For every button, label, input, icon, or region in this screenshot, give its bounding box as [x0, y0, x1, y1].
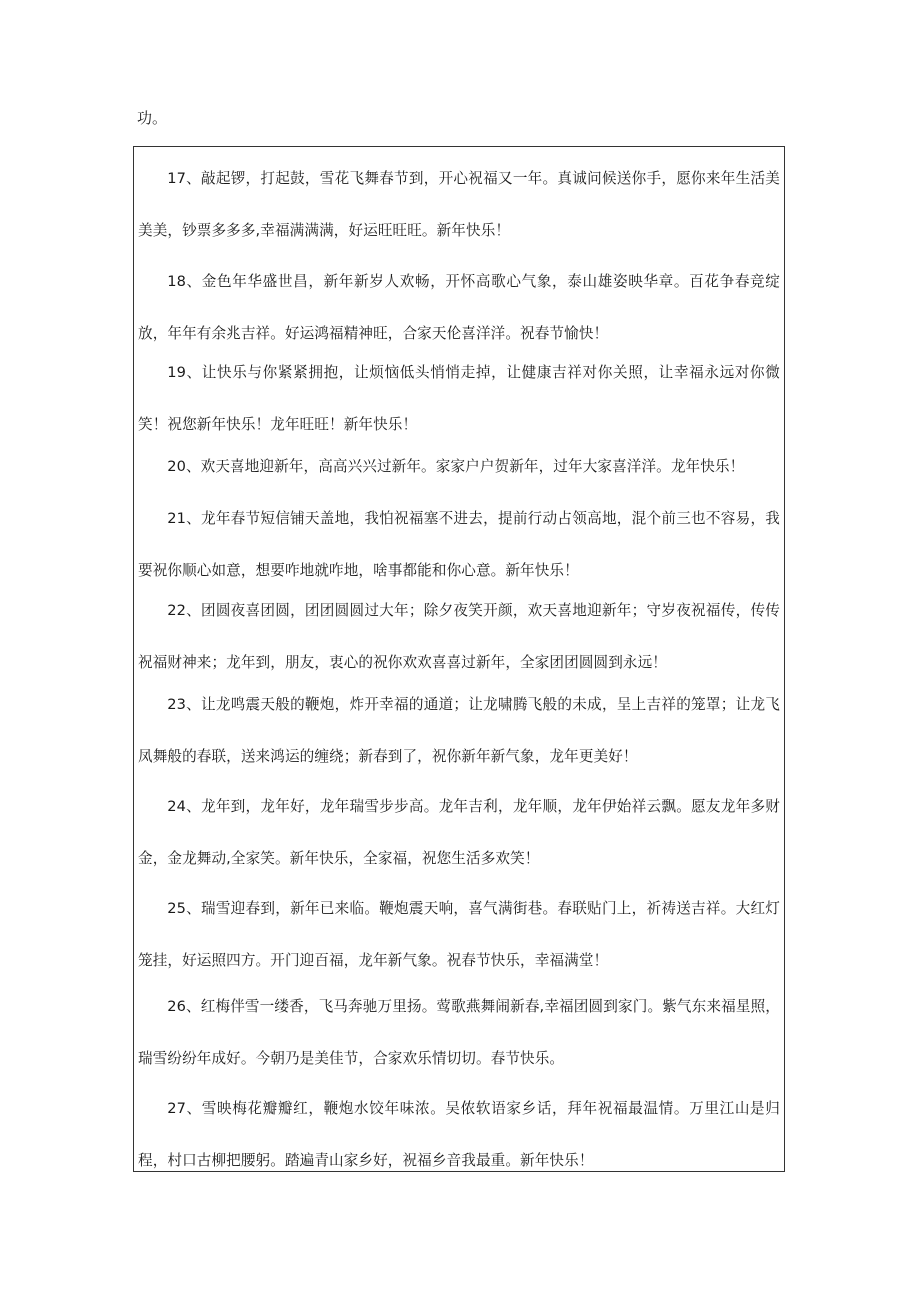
paragraph-25: 25、瑞雪迎春到，新年已来临。鞭炮震天响，喜气满街巷。春联贴门上，祈祷送吉祥。大红灯笼挂，好运照四方。开门迎百福，龙年新气象。祝春节快乐，幸福满堂！ [138, 900, 780, 969]
paragraph-19: 19、让快乐与你紧紧拥抱，让烦恼低头悄悄走掉，让健康吉祥对你关照，让幸福永远对你微笑！祝您新年快乐！龙年旺旺！新年快乐！ [138, 364, 780, 433]
paragraph-20: 20、欢天喜地迎新年，高高兴兴过新年。家家户户贺新年，过年大家喜洋洋。龙年快乐！ [167, 458, 745, 475]
paragraph-18: 18、金色年华盛世昌，新年新岁人欢畅，开怀高歌心气象，泰山雄姿映华章。百花争春竞绽放，年年有余兆吉祥。好运鸿福精神旺，合家天伦喜洋洋。祝春节愉快！ [138, 273, 780, 342]
paragraph-23: 23、让龙鸣震天般的鞭炮，炸开幸福的通道；让龙啸腾飞般的未成，呈上吉祥的笼罩；让龙飞凤舞般的春联，送来鸿运的缠绕；新春到了，祝你新年新气象，龙年更美好！ [138, 696, 780, 765]
paragraph-26: 26、红梅伴雪一缕香，飞马奔驰万里扬。莺歌燕舞闹新春,幸福团圆到家门。紫气东来福星照，瑞雪纷纷年成好。今朝乃是美佳节，合家欢乐情切切。春节快乐。 [138, 998, 780, 1067]
paragraph-17: 17、敲起锣，打起鼓，雪花飞舞春节到，开心祝福又一年。真诚问候送你手，愿你来年生活美美美，钞票多多多,幸福满满满，好运旺旺旺。新年快乐！ [138, 170, 780, 239]
lead-fragment: 功。 [137, 109, 168, 127]
paragraph-27: 27、雪映梅花瓣瓣红，鞭炮水饺年味浓。吴侬软语家乡话，拜年祝福最温情。万里江山是归程，村口古柳把腰躬。踏遍青山家乡好，祝福乡音我最重。新年快乐！ [138, 1100, 780, 1169]
greetings-box [133, 146, 785, 1172]
paragraph-21: 21、龙年春节短信铺天盖地，我怕祝福塞不进去，提前行动占领高地，混个前三也不容易，我要祝你顺心如意，想要咋地就咋地，啥事都能和你心意。新年快乐！ [138, 510, 780, 579]
paragraph-24: 24、龙年到，龙年好，龙年瑞雪步步高。龙年吉利，龙年顺，龙年伊始祥云飘。愿友龙年多财金，金龙舞动,全家笑。新年快乐，全家福，祝您生活多欢笑！ [138, 798, 780, 867]
paragraph-22: 22、团圆夜喜团圆，团团圆圆过大年；除夕夜笑开颜，欢天喜地迎新年；守岁夜祝福传，传传祝福财神来；龙年到，朋友，衷心的祝你欢欢喜喜过新年，全家团团圆圆到永远！ [138, 602, 780, 671]
